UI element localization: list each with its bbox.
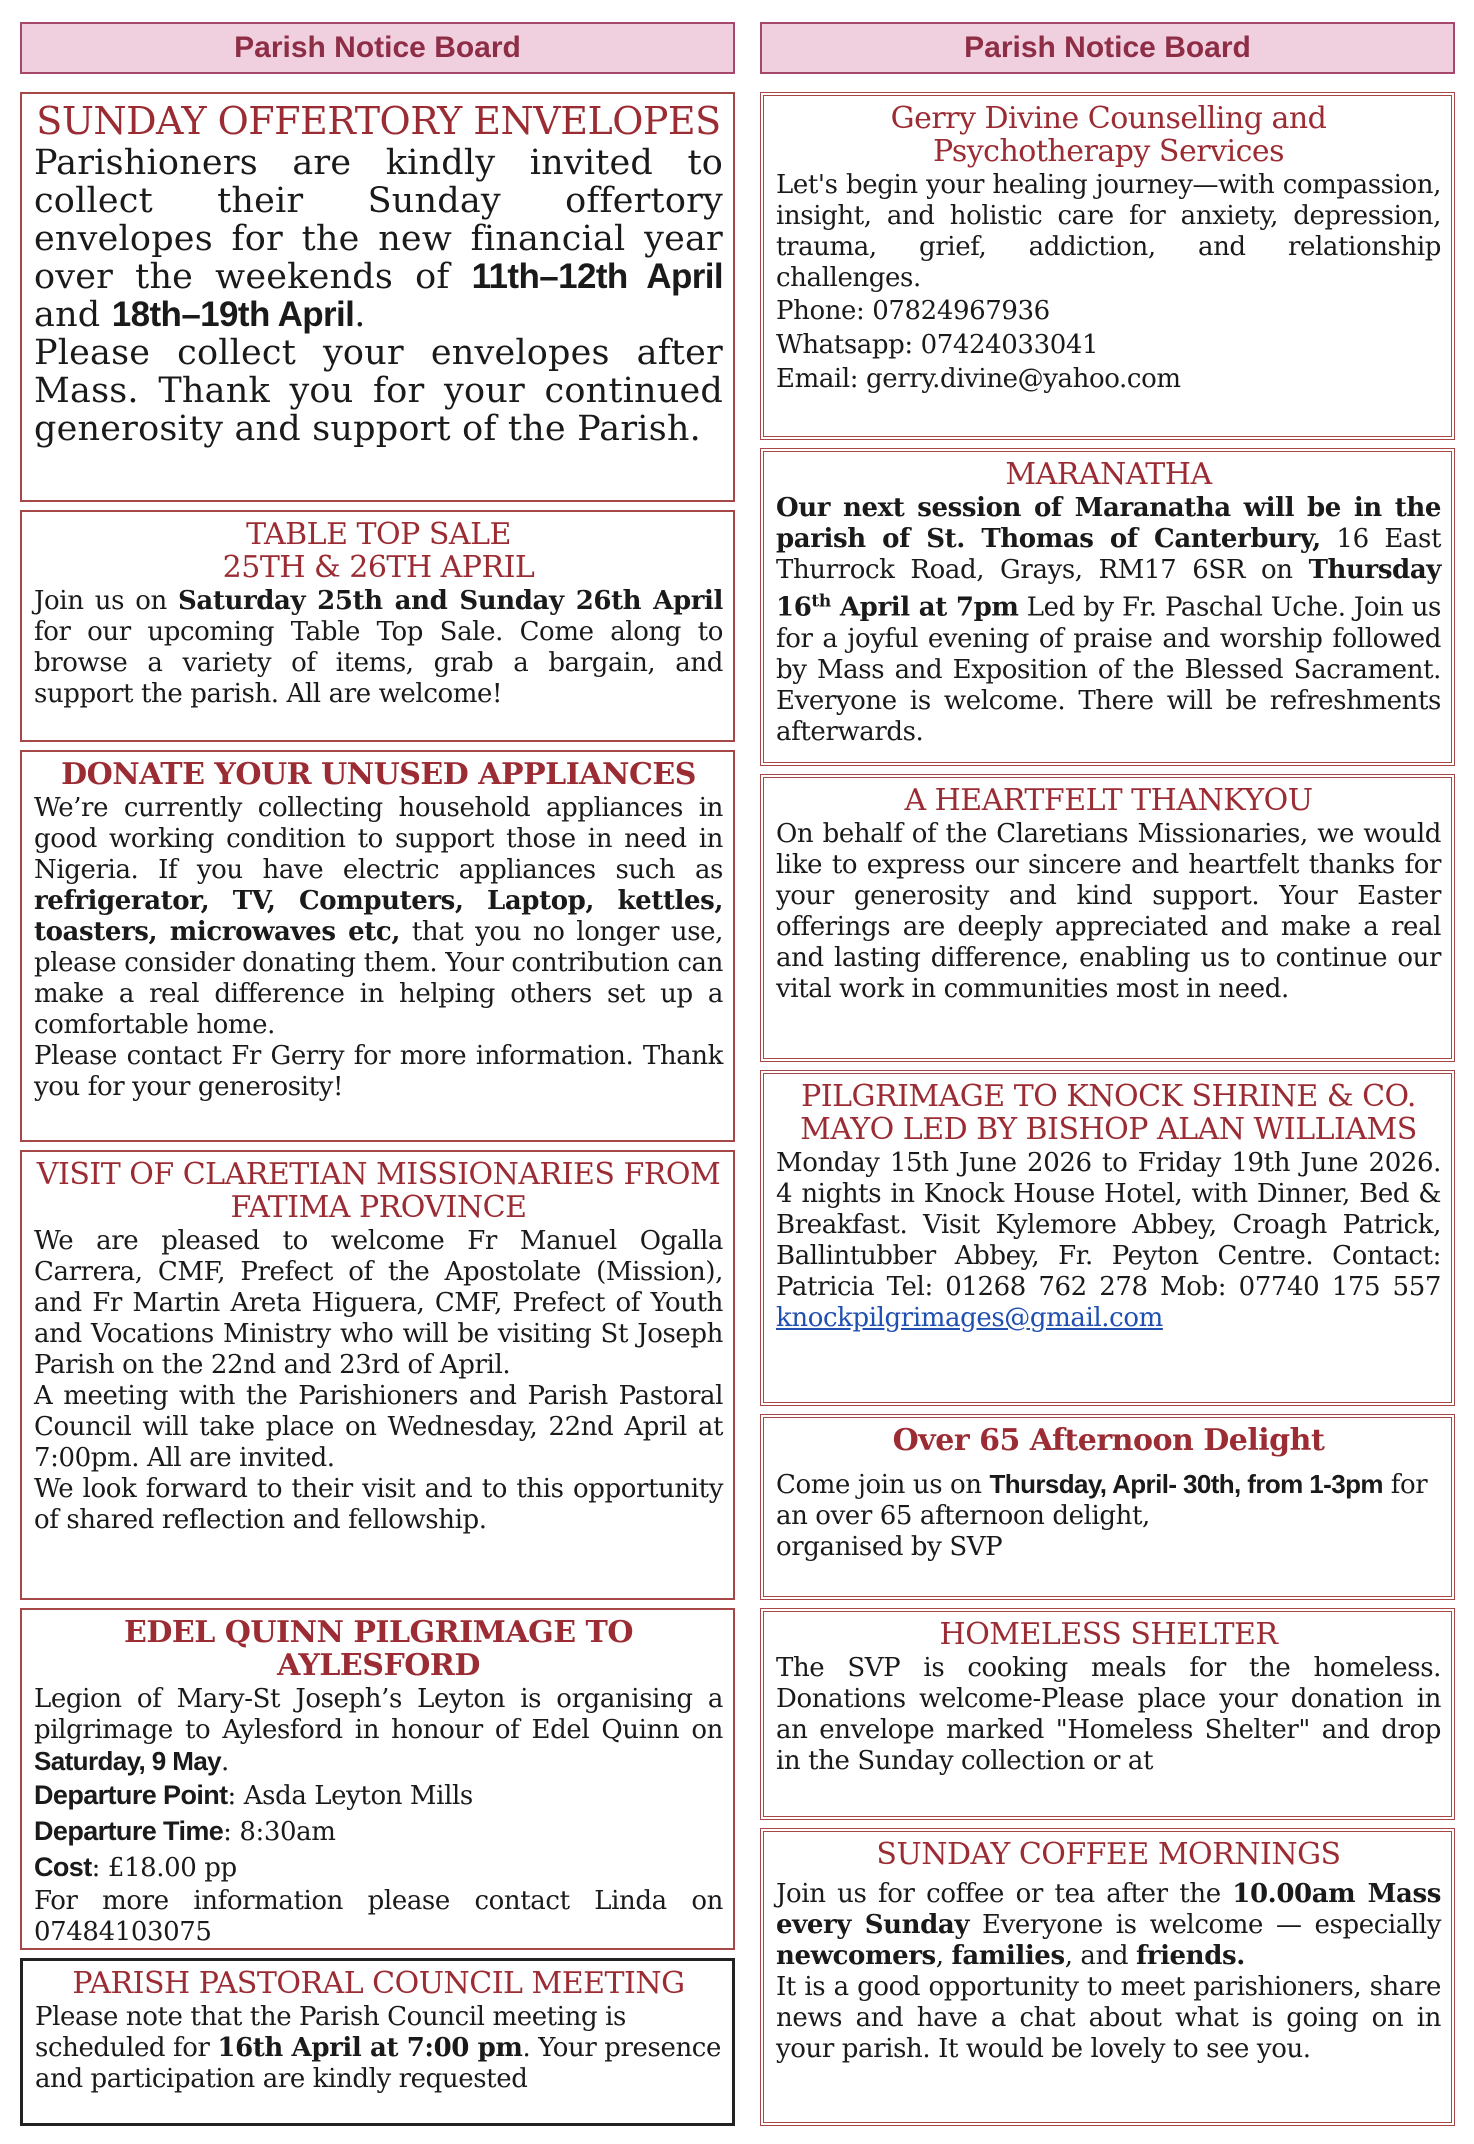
gerry-title: Gerry Divine Counselling and Psychotherapy Services [890,101,1327,169]
offertory-envelopes-notice [20,92,735,502]
offertory-body: Parishioners are kindly invited to collect their Sunday offertory envelopes for the new financial year over the weekends of 11th–12th April and 18th–19th April. Please collect your envelopes after Mass. Thank you for your continued generosity and support of the Parish. [34,143,723,449]
coffee-mornings-notice [760,1828,1455,2126]
maranatha-body: Our next session of Maranatha will be in the parish of St. Thomas of Canterbury, 16 East Thurrock Road, Grays, RM17 6SR on Thursday 16th April at 7pm Led by Fr. Paschal Uche. Join us for a joyful evening of praise and worship followed by Mass and Exposition of the Blessed Sacrament. Everyone is welcome. There will be refreshments afterwards. [776,493,1442,747]
offertory-title: SUNDAY OFFERTORY ENVELOPES [36,99,721,143]
council-body: Please note that the Parish Council meeting is scheduled for 16th April at 7:00 pm. Your presence and participation are kindly requested [35,2002,721,2094]
knock-pilgrimage-notice [760,1070,1455,1406]
claretian-title: VISIT OF CLARETIAN MISSIONARIES FROM FATIMA PROVINCE [36,1157,721,1225]
table-top-body: Join us on Saturday 25th and Sunday 26th April for our upcoming Table Top Sale. Come along to browse a variety of items, grab a bargain, and support the parish. All are welcome! [34,586,723,709]
heartfelt-thankyou-notice [760,774,1455,1062]
gerry-counselling-notice [760,92,1455,440]
gerry-body: Let's begin your healing journey—with compassion, insight, and holistic care for anxiety, depression, trauma, grief, addiction, and relationship challenges. Phone: 07824967936 Whatsapp: 07424033041 Email: gerry.divine@yahoo.com [776,170,1441,394]
table-top-sale-notice [20,510,735,742]
coffee-body: Join us for coffee or tea after the 10.00am Mass every Sunday Everyone is welcome — especially newcomers, families, and friends. It is a good opportunity to meet parishioners, share news and have a chat about what is going on in your parish. It would be lovely to see you. [776,1879,1441,2064]
knock-body: Monday 15th June 2026 to Friday 19th June 2026. 4 nights in Knock House Hotel, with Dinner, Bed & Breakfast. Visit Kylemore Abbey, Croagh Patrick, Ballintubber Abbey, Fr. Peyton Centre. Contact: Patricia Tel: 01268 762 278 Mob: 07740 175 557 knockpilgrimages@gmail.com [776,1148,1441,1333]
appliances-title: DONATE YOUR UNUSED APPLIANCES [61,757,696,792]
donate-appliances-notice [20,750,735,1142]
edel-quinn-pilgrimage-notice [20,1608,735,1950]
claretian-body: We are pleased to welcome Fr Manuel Ogalla Carrera, CMF, Prefect of the Apostolate (Mission), and Fr Martin Areta Higuera, CMF, Prefect of Youth and Vocations Ministry who will be visiting St Joseph Parish on the 22nd and 23rd of April. A meeting with the Parishioners and Parish Pastoral Council will take place on Wednesday, 22nd April at 7:00pm. All are invited. We look forward to their visit and to this opportunity of shared reflection and fellowship. [34,1226,723,1535]
knock-title: PILGRIMAGE TO KNOCK SHRINE & CO. MAYO LED BY BISHOP ALAN WILLIAMS [800,1079,1417,1147]
council-title: PARISH PASTORAL COUNCIL MEETING [72,1966,685,2001]
claretian-visit-notice [20,1150,735,1600]
knock-email-link[interactable]: knockpilgrimages@gmail.com [776,1303,1163,1333]
pastoral-council-notice [20,1958,735,2126]
table-top-title: TABLE TOP SALE 25TH & 26TH APRIL [222,517,535,585]
coffee-title: SUNDAY COFFEE MORNINGS [876,1837,1341,1872]
over65-title: Over 65 Afternoon Delight [892,1423,1325,1458]
over65-body: Come join us on Thursday, April- 30th, from 1-3pm for an over 65 afternoon delight, organised by SVP [776,1469,1428,1562]
maranatha-title: MARANATHA [1005,457,1212,492]
maranatha-notice [760,448,1455,766]
edel-body: Legion of Mary-St Joseph’s Leyton is organising a pilgrimage to Aylesford in honour of Edel Quinn on Saturday, 9 May. Departure Point: Asda Leyton Mills Departure Time: 8:30am Cost: £18.00 pp For more information please contact Linda on 07484103075 [34,1684,723,1947]
shelter-body: The SVP is cooking meals for the homeless. Donations welcome-Please place your donation in an envelope marked "Homeless Shelter" and drop in the Sunday collection or at [776,1653,1441,1776]
homeless-shelter-notice [760,1608,1455,1820]
over-65-notice [760,1414,1455,1600]
edel-title: EDEL QUINN PILGRIMAGE TO AYLESFORD [123,1615,634,1683]
appliances-body: We’re currently collecting household appliances in good working condition to support those in need in Nigeria. If you have electric appliances such as refrigerator, TV, Computers, Laptop, kettles, toasters, microwaves etc, that you no longer use, please consider donating them. Your contribution can make a real difference in helping others set up a comfortable home. Please contact Fr Gerry for more information. Thank you for your generosity! [34,793,724,1102]
thankyou-title: A HEARTFELT THANKYOU [904,783,1313,818]
thankyou-body: On behalf of the Claretians Missionaries, we would like to express our sincere and heartfelt thanks for your generosity and kind support. Your Easter offerings are deeply appreciated and make a real and lasting difference, enabling us to continue our vital work in communities most in need. [776,819,1441,1004]
shelter-title: HOMELESS SHELTER [939,1617,1278,1652]
notice-board-header-left: Parish Notice Board [20,22,735,74]
notice-board-header-right: Parish Notice Board [760,22,1455,74]
